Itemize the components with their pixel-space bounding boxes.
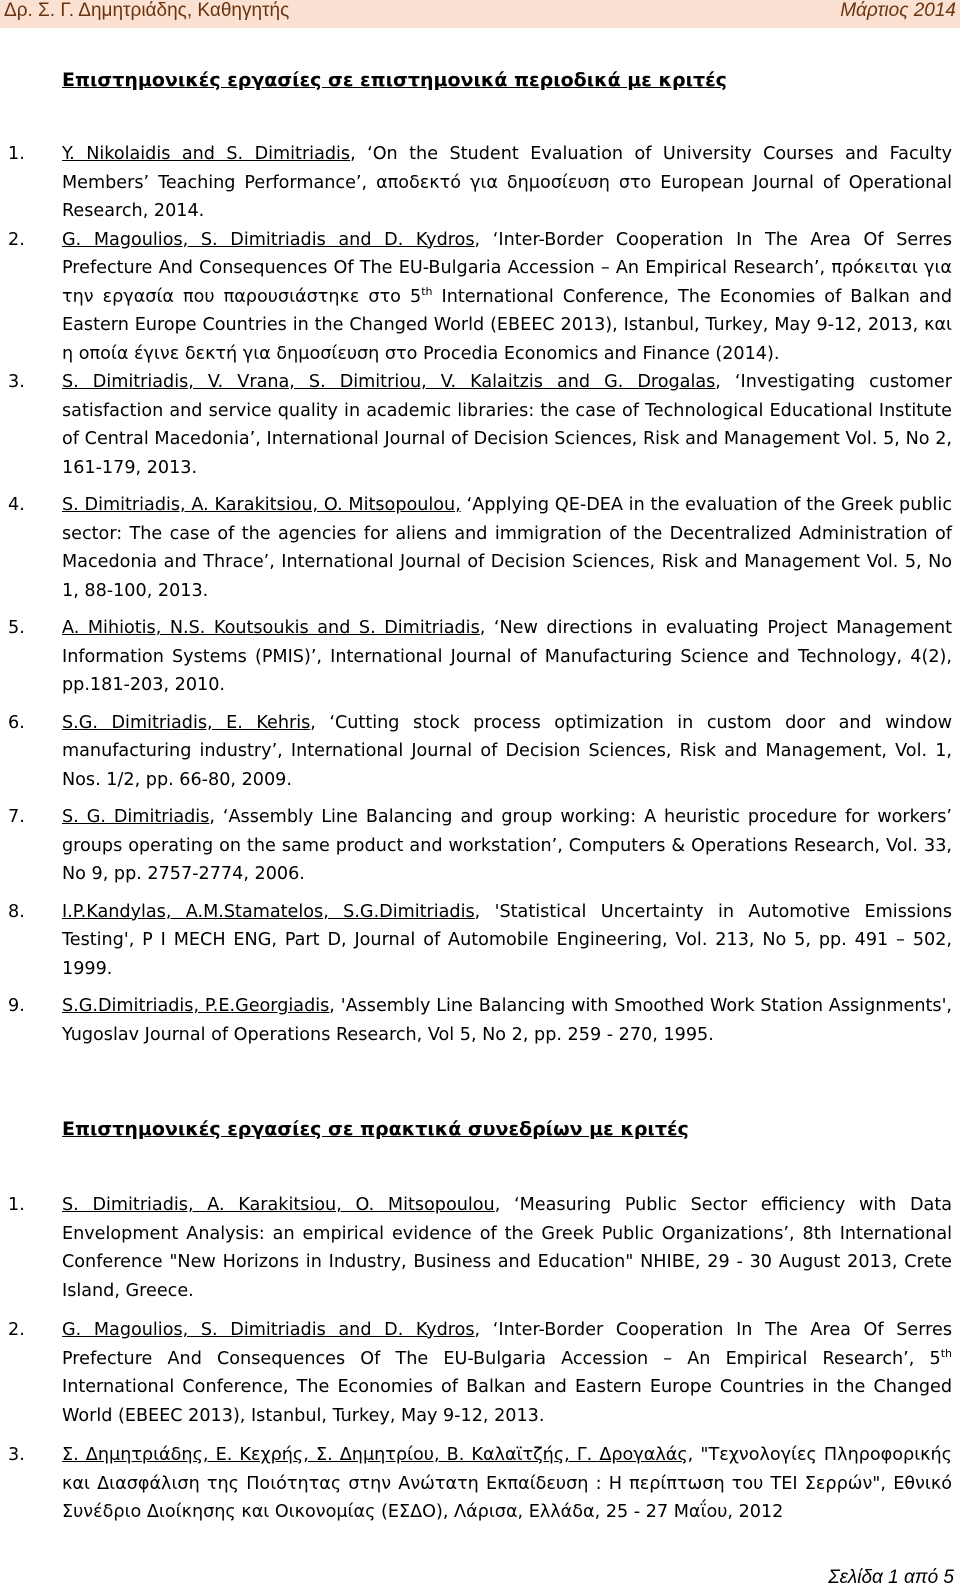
authors: S. Dimitriadis, A. Karakitsiou, O. Mitsopoulou	[62, 1195, 495, 1215]
list-item: 5. A. Mihiotis, N.S. Koutsoukis and S. Dimitriadis, ‘New directions in evaluating Project Management Information Systems (PMIS)’, International Journal of Manufacturing Science and Technology, 4(2), pp.181-203, 2010.	[8, 618, 952, 695]
list-item: 9. S.G.Dimitriadis, P.E.Georgiadis, 'Assembly Line Balancing with Smoothed Work Station Assignments', Yugoslav Journal of Operations Research, Vol 5, No 2, pp. 259 - 270, 1995.	[8, 996, 952, 1045]
journal-publications-list	[0, 140, 960, 1049]
list-item: 3. S. Dimitriadis, V. Vrana, S. Dimitriou, V. Kalaitzis and G. Drogalas, ‘Investigating customer satisfaction and service quality in academic libraries: the case of Technological Educational Institute of Central Macedonia’, International Journal of Decision Sciences, Risk and Management Vol. 5, No 2, 161-179, 2013.	[8, 372, 952, 478]
page-header	[0, 0, 960, 28]
list-item: 4. S. Dimitriadis, A. Karakitsiou, O. Mitsopoulou, ‘Applying QE-DEA in the evaluation of the Greek public sector: The case of the agencies for aliens and immigration of the Decentralized Administration of Macedonia and Thrace’, International Journal of Decision Sciences, Risk and Management Vol. 5, No 1, 88-100, 2013.	[8, 495, 952, 601]
authors: G. Magoulios, S. Dimitriadis and D. Kydros	[62, 1320, 475, 1340]
list-item: 2. G. Magoulios, S. Dimitriadis and D. Kydros, ‘Inter-Border Cooperation In The Area Of Serres Prefecture And Consequences Of The EU-Bulgaria Accession – An Empirical Research’, πρόκειται για την εργασία που παρουσιάστηκε στο 5th International Conference, The Economies of Balkan and Eastern Europe Countries in the Changed World (EBEEC 2013), Istanbul, Turkey, May 9-12, 2013, και η οποία έγινε δεκτή για δημοσίευση στο Procedia Economics and Finance (2014).	[8, 229, 953, 364]
authors: S. Dimitriadis, V. Vrana, S. Dimitriou, V. Kalaitzis and G. Drogalas	[62, 372, 716, 392]
section-title-journals: Επιστημονικές εργασίες σε επιστημονικά περιοδικά με κριτές	[62, 69, 727, 91]
list-item: 3. Σ. Δημητριάδης, Ε. Κεχρής, Σ. Δημητρίου, Β. Καλαϊτζής, Γ. Δρογαλάς, "Τεχνολογίες Πληροφορικής και Διασφάλιση της Ποιότητας στην Ανώτατη Εκπαίδευση : Η περίπτωση του ΤΕΙ Σερρών", Εθνικό Συνέδριο Διοίκησης και Οικονομίας (ΕΣΔΟ), Λάρισα, Ελλάδα, 25 - 27 Μαΐου, 2012	[8, 1445, 952, 1522]
authors: I.P.Kandylas, A.M.Stamatelos, S.G.Dimitriadis	[62, 901, 475, 922]
authors: S.G. Dimitriadis, E. Kehris	[62, 712, 311, 733]
authors: S. Dimitriadis, A. Karakitsiou, O. Mitsopoulou,	[62, 495, 461, 515]
section-title-conferences: Επιστημονικές εργασίες σε πρακτικά συνεδρίων με κριτές	[62, 1118, 689, 1140]
header-author: Δρ. Σ. Γ. Δημητριάδης, Καθηγητής	[4, 0, 290, 21]
header-date: Μάρτιος 2014	[840, 0, 956, 21]
authors: A. Mihiotis, N.S. Koutsoukis and S. Dimitriadis	[62, 618, 480, 638]
list-item: 7. S. G. Dimitriadis, ‘Assembly Line Balancing and group working: A heuristic procedure for workers’ groups operating on the same product and workstation’, Computers & Operations Research, Vol. 33, No 9, pp. 2757-2774, 2006.	[8, 807, 952, 884]
list-item: 8. I.P.Kandylas, A.M.Stamatelos, S.G.Dimitriadis, 'Statistical Uncertainty in Automotive Emissions Testing', P I MECH ENG, Part D, Journal of Automobile Engineering, Vol. 213, No 5, pp. 491 – 502, 1999.	[8, 901, 952, 979]
authors: Y. Nikolaidis and S. Dimitriadis	[62, 144, 351, 164]
authors: S. G. Dimitriadis	[62, 807, 210, 827]
list-item: 2. G. Magoulios, S. Dimitriadis and D. Kydros, ‘Inter-Border Cooperation In The Area Of Serres Prefecture And Consequences Of The EU-Bulgaria Accession – An Empirical Research’, 5th International Conference, The Economies of Balkan and Eastern Europe Countries in the Changed World (EBEEC 2013), Istanbul, Turkey, May 9-12, 2013.	[8, 1320, 952, 1426]
list-item: 6. S.G. Dimitriadis, E. Kehris, ‘Cutting stock process optimization in custom door and window manufacturing industry’, International Journal of Decision Sciences, Risk and Management, Vol. 1, Nos. 1/2, pp. 66-80, 2009.	[8, 712, 952, 790]
authors: S.G.Dimitriadis, P.E.Georgiadis	[62, 996, 330, 1016]
conference-publications-list	[0, 1191, 960, 1538]
authors: G. Magoulios, S. Dimitriadis and D. Kydros	[62, 229, 475, 250]
authors: Σ. Δημητριάδης, Ε. Κεχρής, Σ. Δημητρίου, Β. Καλαϊτζής, Γ. Δρογαλάς	[62, 1445, 688, 1465]
list-item: 1. S. Dimitriadis, A. Karakitsiou, O. Mitsopoulou, ‘Measuring Public Sector efficiency with Data Envelopment Analysis: an empirical evidence of the Greek Public Organizations’, 8th International Conference "New Horizons in Industry, Business and Education" NHIBE, 29 - 30 August 2013, Crete Island, Greece.	[8, 1195, 953, 1301]
list-item: 1. Y. Nikolaidis and S. Dimitriadis, ‘On the Student Evaluation of University Courses and Faculty Members’ Teaching Performance’, αποδεκτό για δημοσίευση στο European Journal of Operational Research, 2014.	[8, 144, 952, 221]
page-number: Σελίδα 1 από 5	[828, 1567, 954, 1588]
